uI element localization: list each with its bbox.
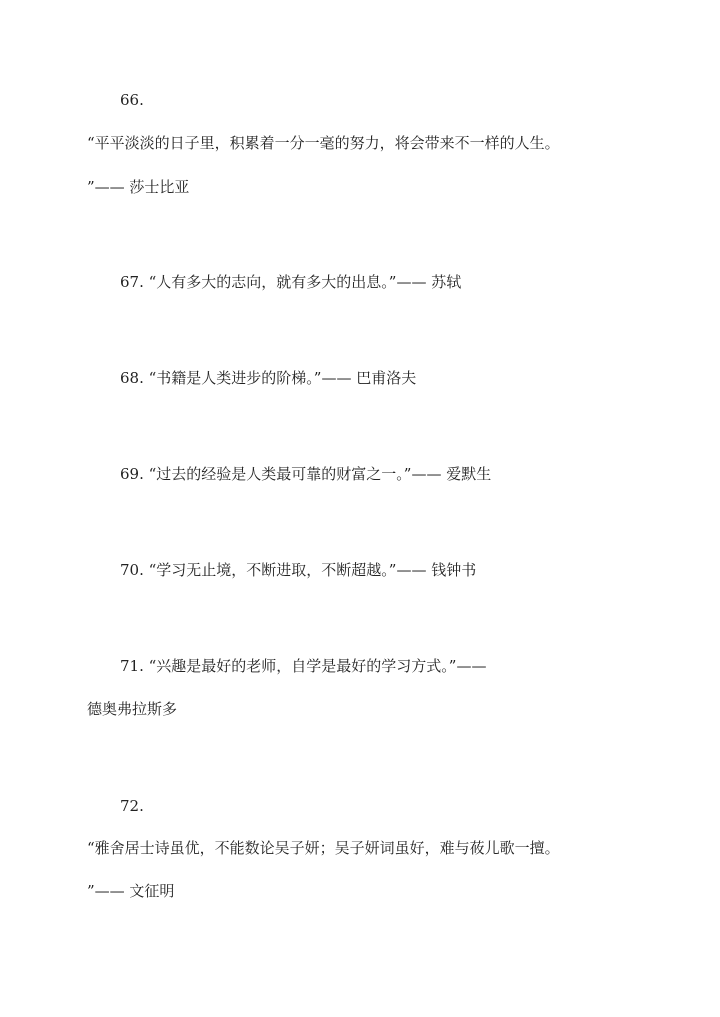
quote-72-number: 72.: [120, 797, 144, 815]
quote-70: 70. “学习无止境，不断进取，不断超越。”—— 钱钟书: [120, 561, 477, 579]
quote-72-attribution: ”—— 文征明: [87, 882, 175, 900]
quote-71-text: 71. “兴趣是最好的老师，自学是最好的学习方式。”——: [120, 657, 487, 675]
quote-66-attribution: ”—— 莎士比亚: [87, 178, 190, 196]
quote-66-text: “平平淡淡的日子里，积累着一分一毫的努力，将会带来不一样的人生。: [87, 134, 560, 152]
quote-66-number: 66.: [120, 91, 144, 109]
quote-69: 69. “过去的经验是人类最可靠的财富之一。”—— 爱默生: [120, 465, 492, 483]
quote-68: 68. “书籍是人类进步的阶梯。”—— 巴甫洛夫: [120, 369, 417, 387]
quote-71-attribution: 德奥弗拉斯多: [87, 700, 178, 718]
quote-72-text: “雅舍居士诗虽优，不能数论吴子妍；吴子妍词虽好，难与莜儿歌一擅。: [87, 839, 560, 857]
quote-67: 67. “人有多大的志向，就有多大的出息。”—— 苏轼: [120, 273, 462, 291]
